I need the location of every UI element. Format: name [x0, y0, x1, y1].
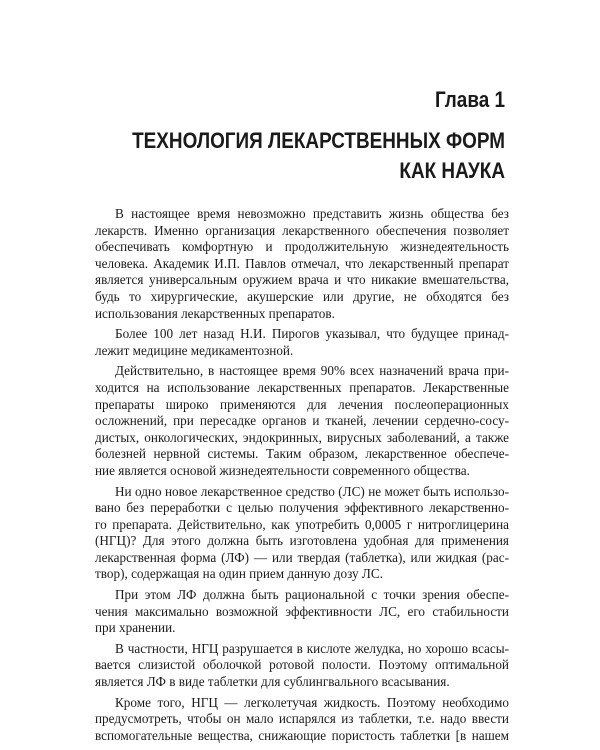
paragraph: [95, 587, 509, 637]
text-line: лекарств. Именно организация лекарственного обеспечения позволяет: [95, 222, 509, 238]
text-line: вано без переработки с целью получения эффективного лекарственно-: [95, 500, 509, 516]
paragraph: [95, 484, 509, 584]
text-line: вспомогательные вещества, снижающие пористость таблетки [в нашем: [95, 727, 509, 743]
paragraph: [95, 363, 509, 479]
text-line: В настоящее время невозможно представить жизнь общества без: [115, 206, 509, 221]
text-line: ходится на использование лекарственных препаратов. Лекарственные: [95, 379, 509, 395]
text-line: будь то хирургические, акушерские или другие, не обходятся без: [95, 288, 509, 304]
text-line: твор), содержащая на один прием данную дозу ЛС.: [95, 566, 383, 582]
text-line: го препарата. Действительно, как употребить 0,0005 г нитроглицерина: [95, 516, 509, 532]
chapter-header: [0, 86, 505, 186]
chapter-label: Глава 1: [434, 87, 505, 112]
text-line: вается слизистой оболочкой ротовой полости. Поэтому оптимальной: [95, 657, 509, 673]
text-line: лежит медицине медикаментозной.: [95, 342, 294, 358]
text-line: чения максимально возможной эффективности ЛС, его стабильности: [95, 603, 509, 619]
text-line: осложнений, при пересадке органов и тканей, лечении сердечно-сосу-: [95, 413, 509, 429]
text-line: ние является основой жизнедеятельности современного общества.: [95, 462, 470, 478]
text-line: Ни одно новое лекарственное средство (ЛС) не может быть использо-: [115, 483, 509, 499]
paragraph: [95, 206, 509, 322]
text-line: обеспечивать комфортную и продолжительную жизнедеятельность: [95, 239, 509, 255]
body-text: [95, 206, 509, 748]
text-line: В частности, НГЦ разрушается в кислоте желудка, но хорошо всасы-: [115, 640, 509, 656]
text-line: является универсальным оружием врача и что никакие вмешательства,: [95, 272, 509, 288]
text-line: при хранении.: [95, 620, 176, 636]
text-line: человека. Академик И.П. Павлов отмечал, что лекарственный препарат: [95, 255, 509, 271]
text-line: (НГЦ)? Для этого должна быть изготовлена удобная для применения: [95, 533, 509, 549]
text-line: является ЛФ в виде таблетки для сублингвального всасывания.: [95, 674, 450, 690]
text-line: использования лекарственных препаратов.: [95, 305, 335, 321]
text-line: При этом ЛФ должна быть рациональной с точки зрения обеспе-: [115, 587, 509, 603]
text-line: болезней нервной системы. Таким образом, лекарственное обеспече-: [95, 446, 509, 462]
chapter-title-line: ТЕХНОЛОГИЯ ЛЕКАРСТВЕННЫХ ФОРМ: [132, 128, 505, 153]
text-line: лекарственная форма (ЛФ) — или твердая (таблетка), или жидкая (рас-: [95, 549, 509, 565]
text-line: Более 100 лет назад Н.И. Пирогов указывал, что будущее принад-: [115, 326, 509, 342]
text-line: предусмотреть, чтобы он мало испарялся из таблетки, т.е. надо ввести: [95, 711, 509, 727]
text-line: препараты широко применяются для лечения послеоперационных: [95, 396, 509, 412]
paragraph: [95, 641, 509, 691]
paragraph: [95, 695, 509, 745]
paragraph: [95, 326, 509, 359]
text-line: дистых, онкологических, эндокринных, вирусных заболеваний, а также: [95, 429, 509, 445]
text-line: Действительно, в настоящее время 90% всех назначений врача при-: [115, 363, 509, 379]
chapter-title-line: КАК НАУКА: [399, 158, 505, 183]
text-line: Кроме того, НГЦ — легколетучая жидкость. Поэтому необходимо: [115, 694, 509, 710]
